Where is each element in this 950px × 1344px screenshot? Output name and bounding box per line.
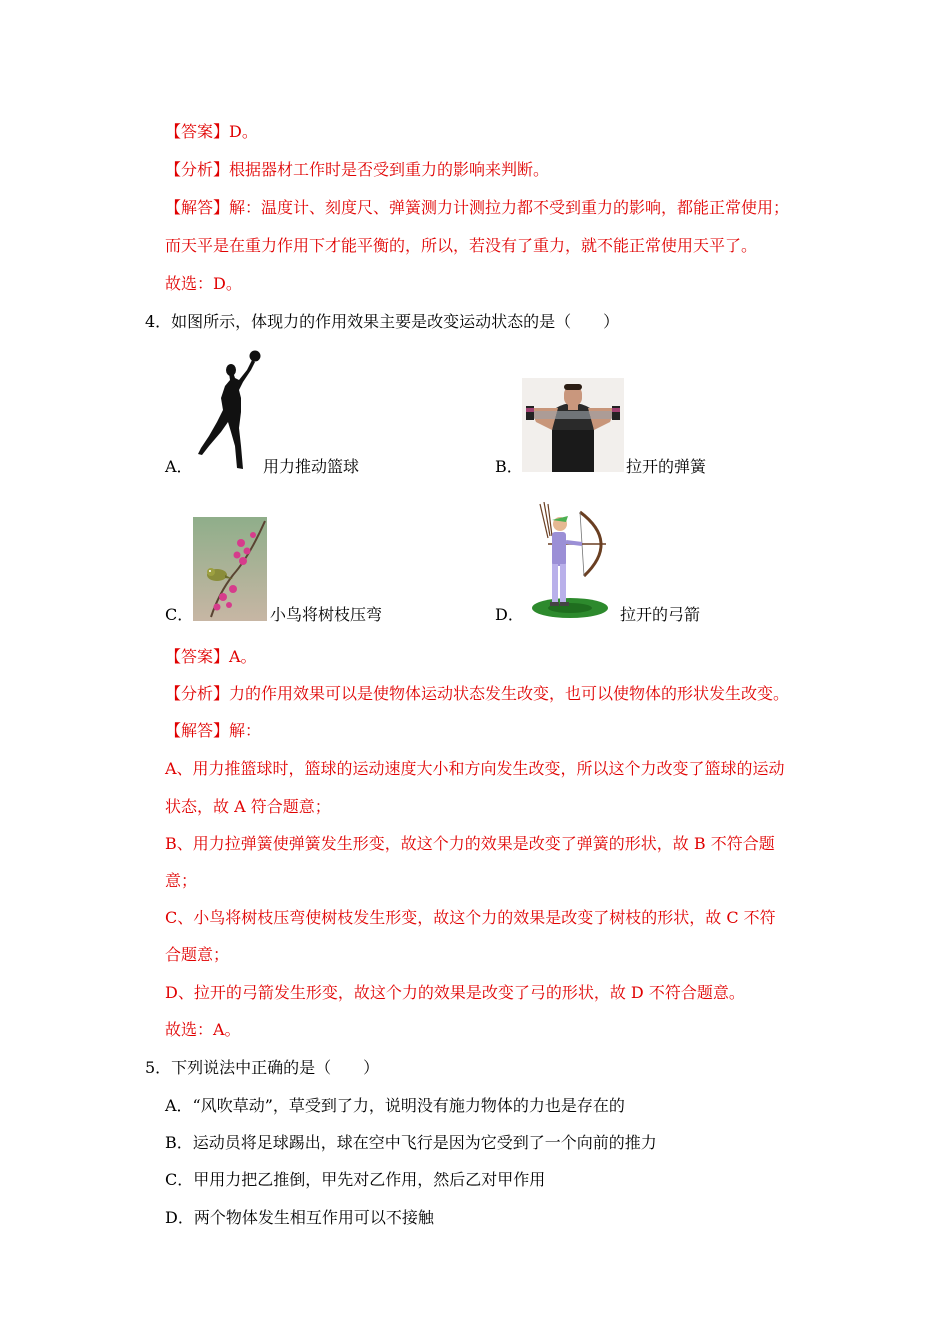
q4-solution-line: D、拉开的弓箭发生形变，故这个力的效果是改变了弓的形状，故 D 不符合题意。 <box>165 983 745 1002</box>
q4-solution-line: 状态，故 A 符合题意； <box>165 797 331 816</box>
q4-option-d-caption: 拉开的弓箭 <box>620 605 701 624</box>
q4-answer: 【答案】A。 <box>165 647 257 666</box>
q4-option-d-letter: D． <box>495 605 524 624</box>
q4-option-b-caption: 拉开的弹簧 <box>626 457 707 476</box>
q4-solution-line: B、用力拉弹簧使弹簧发生形变，故这个力的效果是改变了弹簧的形状，故 B 不符合题 <box>165 834 775 853</box>
basketball-player-image <box>195 350 263 472</box>
q5-option-d: D．两个物体发生相互作用可以不接触 <box>165 1208 434 1227</box>
q4-solution-line: C、小鸟将树枝压弯使树枝发生形变，故这个力的效果是改变了树枝的形状，故 C 不符 <box>165 908 776 927</box>
q3-solution-line-1: 【解答】解：温度计、刻度尺、弹簧测力计测拉力都不受到重力的影响，都能正常使用； <box>165 198 790 217</box>
q3-answer: 【答案】D。 <box>165 122 258 141</box>
q5-stem: 5．下列说法中正确的是（ ） <box>145 1058 380 1077</box>
archer-image <box>530 502 618 620</box>
q4-solution-line: A、用力推篮球时，篮球的运动速度大小和方向发生改变，所以这个力改变了篮球的运动 <box>165 759 785 778</box>
spring-man-image <box>522 378 624 472</box>
bird-branch-image <box>193 517 267 621</box>
q4-option-b-letter: B． <box>495 457 523 476</box>
q4-analysis: 【分析】力的作用效果可以是使物体运动状态发生改变，也可以使物体的形状发生改变。 <box>165 684 790 703</box>
q3-choice: 故选：D。 <box>165 274 242 293</box>
q5-option-b: B．运动员将足球踢出，球在空中飞行是因为它受到了一个向前的推力 <box>165 1133 657 1152</box>
q4-stem: 4．如图所示，体现力的作用效果主要是改变运动状态的是（ ） <box>145 312 620 331</box>
q4-solution-line: 意； <box>165 871 198 890</box>
q4-choice: 故选：A。 <box>165 1020 241 1039</box>
q4-option-a-letter: A． <box>165 457 193 476</box>
q3-solution-line-2: 而天平是在重力作用下才能平衡的，所以，若没有了重力，就不能正常使用天平了。 <box>165 236 758 255</box>
q4-option-c-letter: C． <box>165 605 194 624</box>
q5-option-c: C．甲用力把乙推倒，甲先对乙作用，然后乙对甲作用 <box>165 1170 546 1189</box>
q4-solution-line: 合题意； <box>165 945 230 964</box>
q4-solution-head: 【解答】解： <box>165 721 262 740</box>
q4-option-a-caption: 用力推动篮球 <box>263 457 360 476</box>
q3-analysis: 【分析】根据器材工作时是否受到重力的影响来判断。 <box>165 160 550 179</box>
q5-option-a: A．“风吹草动”，草受到了力，说明没有施力物体的力也是存在的 <box>165 1096 625 1115</box>
q4-option-c-caption: 小鸟将树枝压弯 <box>270 605 383 624</box>
